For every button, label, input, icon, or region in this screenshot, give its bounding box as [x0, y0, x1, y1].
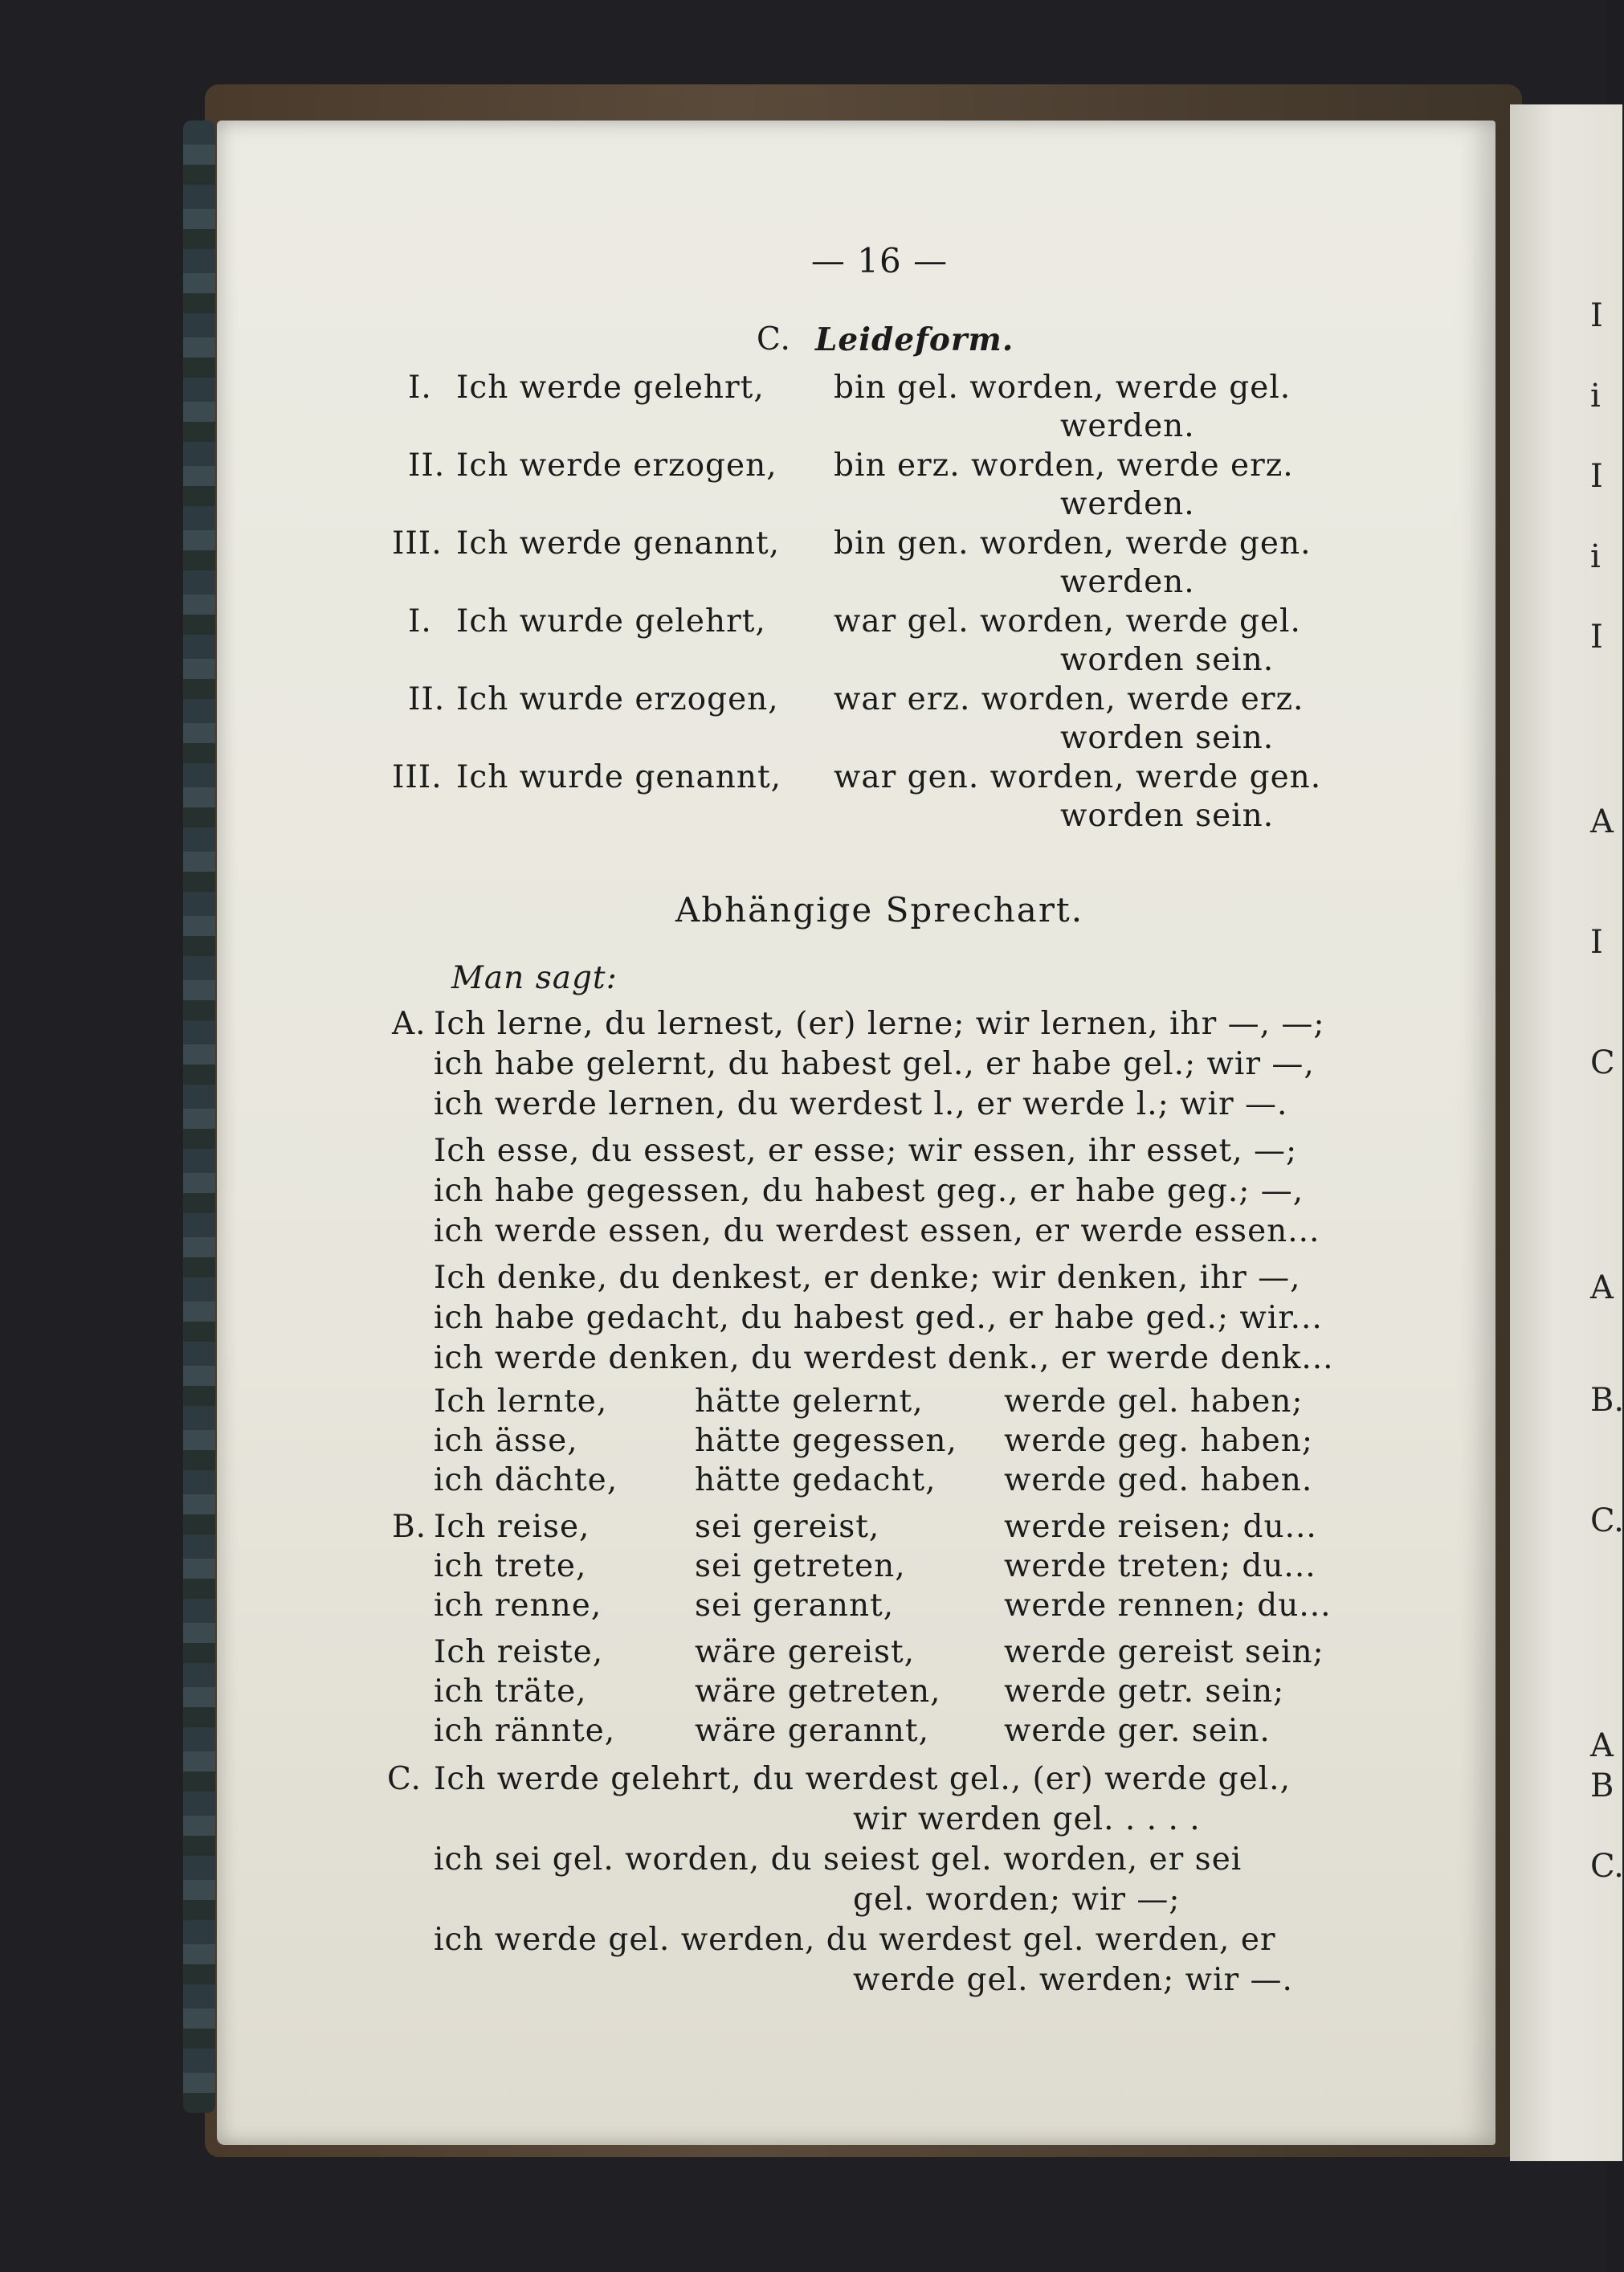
row-number: III. — [392, 525, 443, 562]
table-cell-3: werde gel. haben; — [1004, 1383, 1304, 1420]
heading: Abhängige Sprechart. — [675, 890, 1084, 930]
facing-page-letter: I — [1590, 458, 1603, 495]
table-cell-2: sei getreten, — [695, 1548, 906, 1584]
row-right: war gen. worden, werde gen. — [834, 759, 1322, 795]
table-cell-1: ich ässe, — [434, 1423, 578, 1459]
block-a-line: ich habe gelernt, du habest gel., er habe gel.; wir —, — [434, 1046, 1315, 1082]
table-cell-2: hätte gedacht, — [695, 1462, 936, 1498]
facing-page-letter: C — [1590, 1044, 1615, 1081]
row-right: war gel. worden, werde gel. — [834, 603, 1301, 640]
facing-page-letter: I — [1590, 297, 1603, 334]
row-right: bin erz. worden, werde erz. — [834, 447, 1294, 484]
block-a-line: Ich lerne, du lernest, (er) lerne; wir lernen, ihr —, —; — [434, 1006, 1325, 1042]
row-left: Ich werde gelehrt, — [456, 370, 765, 406]
facing-page-letter: C. — [1590, 1502, 1624, 1539]
block-c-line: wir werden gel. . . . . — [853, 1801, 1201, 1837]
row-left: Ich werde erzogen, — [456, 447, 777, 484]
block-c-line: Ich werde gelehrt, du werdest gel., (er) werde gel., — [434, 1761, 1291, 1797]
block-a-line: ich habe gedacht, du habest ged., er habe ged.; wir... — [434, 1300, 1323, 1336]
facing-page-letter: A — [1590, 1269, 1614, 1306]
row-number: I. — [408, 603, 432, 640]
table-cell-3: werde rennen; du... — [1004, 1588, 1332, 1624]
block-a-line: Ich esse, du essest, er esse; wir essen, ihr esset, —; — [434, 1133, 1298, 1169]
row-continuation: werden. — [1060, 564, 1195, 600]
man-sagt-label: Man sagt: — [451, 960, 618, 996]
block-c-line: gel. worden; wir —; — [853, 1882, 1181, 1918]
table-cell-3: werde getr. sein; — [1004, 1673, 1285, 1710]
block-c-line: ich sei gel. worden, du seiest gel. worden, er sei — [434, 1841, 1242, 1878]
table-cell-2: hätte gegessen, — [695, 1423, 957, 1459]
row-number: I. — [408, 370, 432, 406]
table-cell-3: werde gereist sein; — [1004, 1634, 1324, 1670]
row-left: Ich werde genannt, — [456, 525, 781, 562]
facing-page-letter: I — [1590, 619, 1603, 656]
block-c-line: ich werde gel. werden, du werdest gel. werden, er — [434, 1922, 1276, 1958]
row-right: bin gel. worden, werde gel. — [834, 370, 1291, 406]
section-title-name: Leideform. — [815, 321, 1014, 358]
facing-page-letter: i — [1590, 538, 1601, 575]
facing-page-letter: B. — [1590, 1382, 1624, 1419]
block-label: C. — [387, 1761, 422, 1797]
block-label: A. — [392, 1006, 426, 1042]
page-number: — 16 — — [810, 241, 949, 280]
block-label: B. — [392, 1509, 427, 1545]
block-a-line: Ich denke, du denkest, er denke; wir denken, ihr —, — [434, 1260, 1301, 1296]
row-number: III. — [392, 759, 443, 795]
row-continuation: werden. — [1060, 486, 1195, 522]
table-cell-3: werde ged. haben. — [1004, 1462, 1313, 1498]
facing-page-letter: B — [1590, 1767, 1614, 1804]
table-cell-1: ich renne, — [434, 1588, 602, 1624]
row-number: II. — [408, 681, 446, 717]
table-cell-2: sei gerannt, — [695, 1588, 895, 1624]
table-cell-1: Ich reise, — [434, 1509, 590, 1545]
block-c-line: werde gel. werden; wir —. — [853, 1962, 1293, 1998]
table-cell-1: ich rännte, — [434, 1713, 616, 1749]
row-right: bin gen. worden, werde gen. — [834, 525, 1312, 562]
table-cell-2: wäre gerannt, — [695, 1713, 929, 1749]
table-cell-2: wäre gereist, — [695, 1634, 916, 1670]
table-cell-1: ich dächte, — [434, 1462, 618, 1498]
row-continuation: worden sein. — [1060, 720, 1275, 756]
facing-page-letter: A — [1590, 803, 1614, 840]
row-left: Ich wurde gelehrt, — [456, 603, 766, 640]
table-cell-3: werde geg. haben; — [1004, 1423, 1314, 1459]
block-a-line: ich habe gegessen, du habest geg., er habe geg.; —, — [434, 1173, 1304, 1209]
block-a-line: ich werde essen, du werdest essen, er werde essen... — [434, 1213, 1320, 1249]
row-number: II. — [408, 447, 446, 484]
table-cell-1: ich trete, — [434, 1548, 587, 1584]
block-a-line: ich werde lernen, du werdest l., er werde l.; wir —. — [434, 1086, 1288, 1122]
row-left: Ich wurde erzogen, — [456, 681, 779, 717]
table-cell-2: sei gereist, — [695, 1509, 880, 1545]
row-continuation: worden sein. — [1060, 642, 1275, 678]
row-continuation: worden sein. — [1060, 798, 1275, 834]
row-right: war erz. worden, werde erz. — [834, 681, 1304, 717]
table-cell-3: werde treten; du... — [1004, 1548, 1316, 1584]
table-cell-3: werde reisen; du... — [1004, 1509, 1317, 1545]
table-cell-1: Ich reiste, — [434, 1634, 604, 1670]
table-cell-2: hätte gelernt, — [695, 1383, 924, 1420]
facing-page-letter: A — [1590, 1727, 1614, 1764]
table-cell-1: ich träte, — [434, 1673, 587, 1710]
facing-page-letter: i — [1590, 378, 1601, 415]
facing-page-letter: I — [1590, 924, 1603, 961]
table-cell-3: werde ger. sein. — [1004, 1713, 1271, 1749]
table-cell-2: wäre getreten, — [695, 1673, 941, 1710]
facing-page-letter: C. — [1590, 1848, 1624, 1885]
block-a-line: ich werde denken, du werdest denk., er werde denk... — [434, 1340, 1334, 1376]
row-left: Ich wurde genannt, — [456, 759, 782, 795]
section-title-prefix: C. — [757, 321, 791, 358]
row-continuation: werden. — [1060, 408, 1195, 444]
book-spine-edge — [183, 121, 215, 2113]
table-cell-1: Ich lernte, — [434, 1383, 608, 1420]
